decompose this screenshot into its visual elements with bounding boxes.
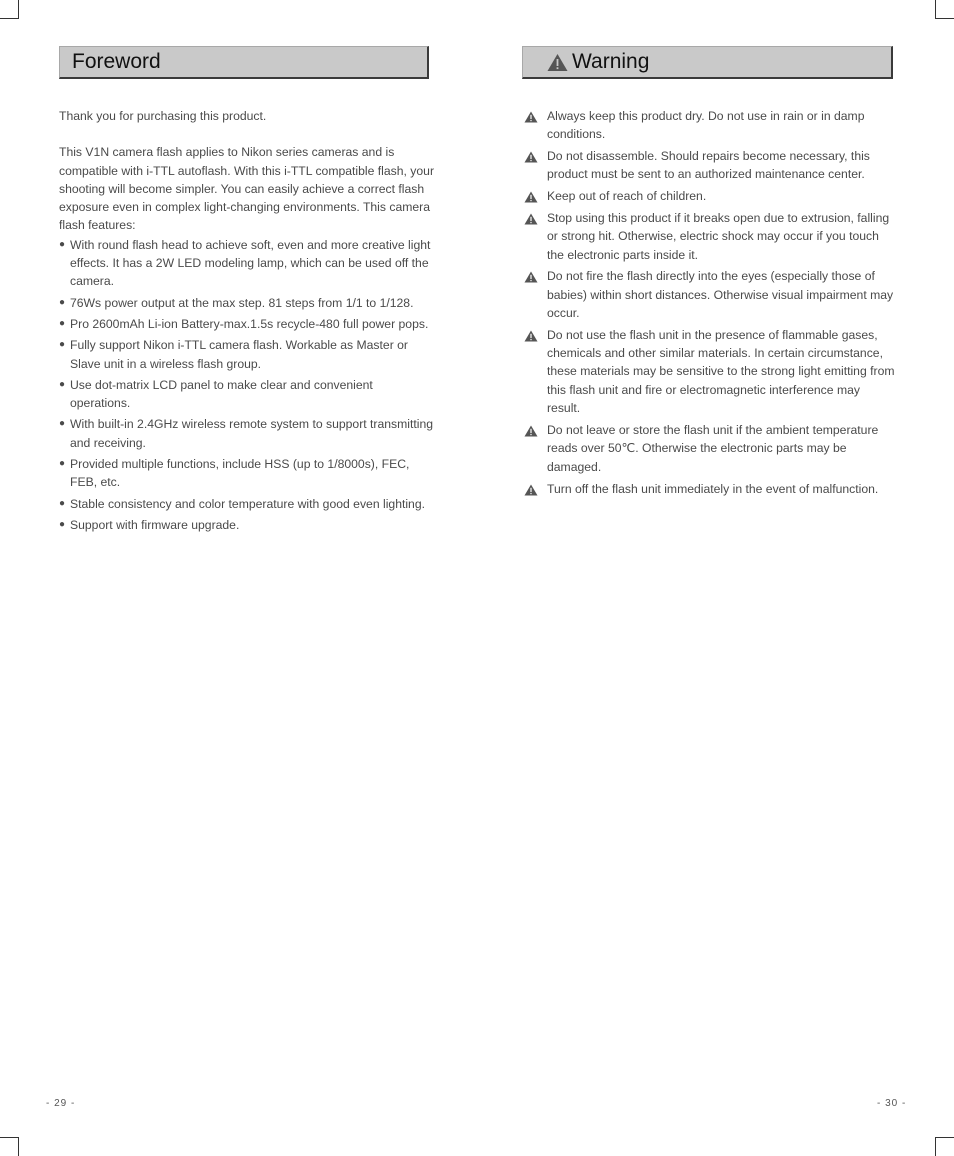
list-item: ● Use dot-matrix LCD panel to make clear and convenient operations. [59,377,373,411]
list-item: Do not disassemble. Should repairs become necessary, this product must be sent to an authorized maintenance center. [523,147,895,184]
list-item: Turn off the flash unit immediately in the event of malfunction. [523,480,895,498]
warning-body [523,107,895,502]
bullet-icon: ● [59,418,66,430]
warning-triangle-icon [547,53,568,72]
list-item: Always keep this product dry. Do not use in rain or in damp conditions. [523,107,895,144]
bullet-icon: ● [59,497,66,509]
warning-list [523,107,895,498]
warning-triangle-icon [524,484,538,496]
warning-triangle-icon [524,191,538,203]
list-item: ● With round flash head to achieve soft, even and more creative light effects. It has a 2W LED modeling lamp, which can be used off the camera. [59,237,431,289]
warning-triangle-icon [524,425,538,437]
foreword-body [59,107,434,534]
page-number-right: - 30 - [877,1098,907,1109]
list-item: Keep out of reach of children. [523,187,895,205]
warning-title: Warning [572,50,650,73]
list-item: Do not use the flash unit in the presence of flammable gases, chemicals and other similar materials. In certain circumstance, these materials may be sensitive to the strong light emitting from this flash unit and fire or electromagnetic interference may result. [523,326,895,417]
bullet-icon: ● [59,317,66,329]
foreword-title: Foreword [72,50,161,73]
foreword-description: This V1N camera flash applies to Nikon series cameras and is compatible with i-TTL autoflash. With this i-TTL compatible flash, your shooting will become simpler. You can easily achieve a correct flash exposure even in complex light-changing environments. This camera flash features: [59,145,435,233]
feature-list [59,236,434,534]
list-item: ● Pro 2600mAh Li-ion Battery-max.1.5s recycle-480 full power pops. [59,315,434,333]
crop-mark-bottom-left [0,1137,19,1156]
list-item: Stop using this product if it breaks open due to extrusion, falling or strong hit. Otherwise, electric shock may occur if you touch the electronic parts inside it. [523,209,895,264]
list-item: ● Stable consistency and color temperature with good even lighting. [59,495,434,513]
bullet-icon: ● [59,458,66,470]
warning-triangle-icon [524,271,538,283]
list-item: Do not fire the flash directly into the eyes (especially those of babies) within short distances. Otherwise visual impairment may occur. [523,267,895,322]
list-item: ● With built-in 2.4GHz wireless remote system to support transmitting and receiving. [59,417,434,450]
foreword-intro: Thank you for purchasing this product. [59,109,267,123]
crop-mark-top-left [0,0,19,19]
crop-mark-top-right [935,0,954,19]
list-item: ● Fully support Nikon i-TTL camera flash. Workable as Master or Slave unit in a wireless flash group. [59,338,408,371]
foreword-header [59,46,429,79]
list-item: ● 76Ws power output at the max step. 81 steps from 1/1 to 1/128. [59,294,434,312]
warning-triangle-icon [524,213,538,225]
bullet-icon: ● [59,378,66,390]
page-number-left: - 29 - [46,1098,76,1109]
bullet-icon: ● [59,339,66,351]
warning-triangle-icon [524,151,538,163]
list-item: Do not leave or store the flash unit if the ambient temperature reads over 50℃. Otherwise the electronic parts may be damaged. [523,421,895,477]
bullet-icon: ● [59,518,66,530]
warning-triangle-icon [524,111,538,123]
bullet-icon: ● [59,238,66,250]
list-item: ● Support with firmware upgrade. [59,516,434,534]
warning-triangle-icon [524,330,538,342]
list-item: ● Provided multiple functions, include HSS (up to 1/8000s), FEC, FEB, etc. [59,457,410,490]
bullet-icon: ● [59,296,66,308]
crop-mark-bottom-right [935,1137,954,1156]
warning-header [522,46,893,79]
